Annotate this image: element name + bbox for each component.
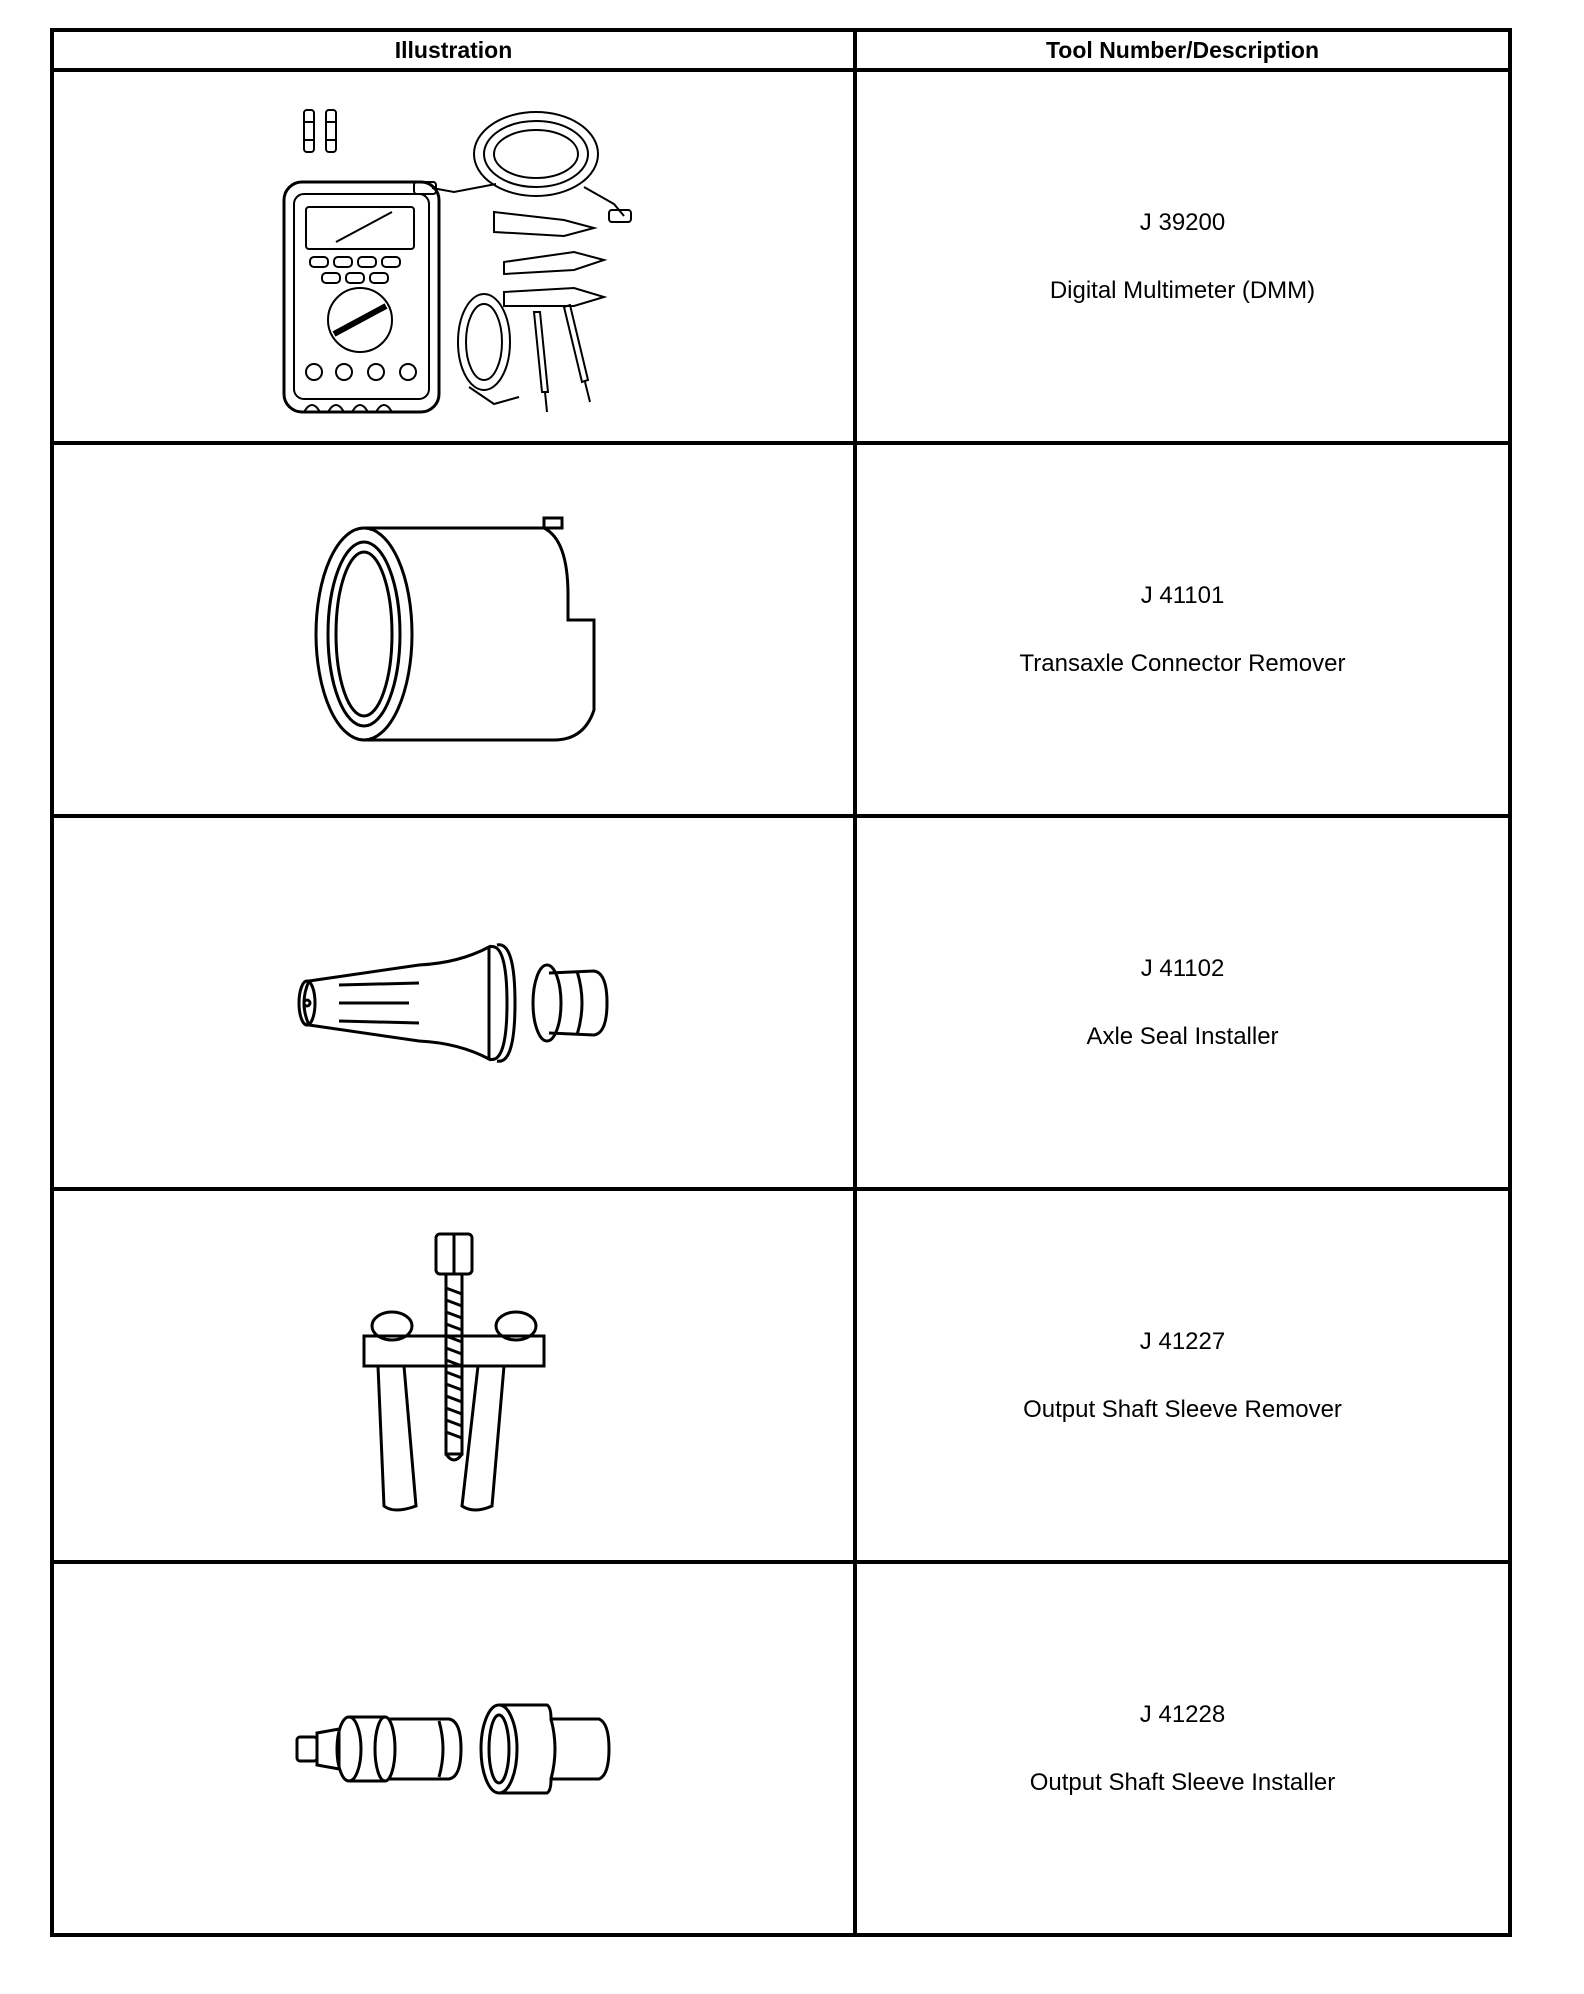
- tool-description-cell: [855, 816, 1510, 1189]
- tool-number: J 41228: [1139, 1700, 1226, 1728]
- tool-description-cell: [855, 1562, 1510, 1935]
- table-row: [52, 1189, 1510, 1562]
- tool-description: Output Shaft Sleeve Remover: [1023, 1395, 1342, 1423]
- tool-number: J 41102: [1140, 954, 1225, 982]
- sleeve-installer-icon: [289, 1689, 619, 1809]
- illustration-cell: [52, 816, 855, 1189]
- tool-description-cell: [855, 443, 1510, 816]
- connector-remover-icon: [294, 500, 614, 760]
- tool-description: Axle Seal Installer: [1086, 1022, 1279, 1050]
- tool-number: J 41227: [1139, 1327, 1226, 1355]
- sleeve-remover-icon: [344, 1226, 564, 1526]
- axle-seal-installer-icon: [289, 933, 619, 1073]
- table-row: [52, 1562, 1510, 1935]
- tool-description-cell: [855, 70, 1510, 443]
- tool-number: J 41101: [1140, 581, 1225, 609]
- digital-multimeter-icon: [264, 92, 644, 422]
- tool-description: Output Shaft Sleeve Installer: [1029, 1768, 1336, 1796]
- table-header-row: [52, 30, 1510, 70]
- tool-number: J 39200: [1139, 208, 1226, 236]
- illustration-cell: [52, 443, 855, 816]
- table-row: [52, 443, 1510, 816]
- tool-description: Transaxle Connector Remover: [1019, 649, 1346, 677]
- illustration-cell: [52, 1189, 855, 1562]
- table-row: [52, 816, 1510, 1189]
- tool-description-cell: [855, 1189, 1510, 1562]
- special-tools-table: [50, 28, 1512, 1937]
- illustration-cell: [52, 1562, 855, 1935]
- table-row: [52, 70, 1510, 443]
- tool-description: Digital Multimeter (DMM): [1049, 276, 1316, 304]
- header-illustration: Illustration: [52, 30, 855, 70]
- header-tool-description: Tool Number/Description: [855, 30, 1510, 70]
- illustration-cell: [52, 70, 855, 443]
